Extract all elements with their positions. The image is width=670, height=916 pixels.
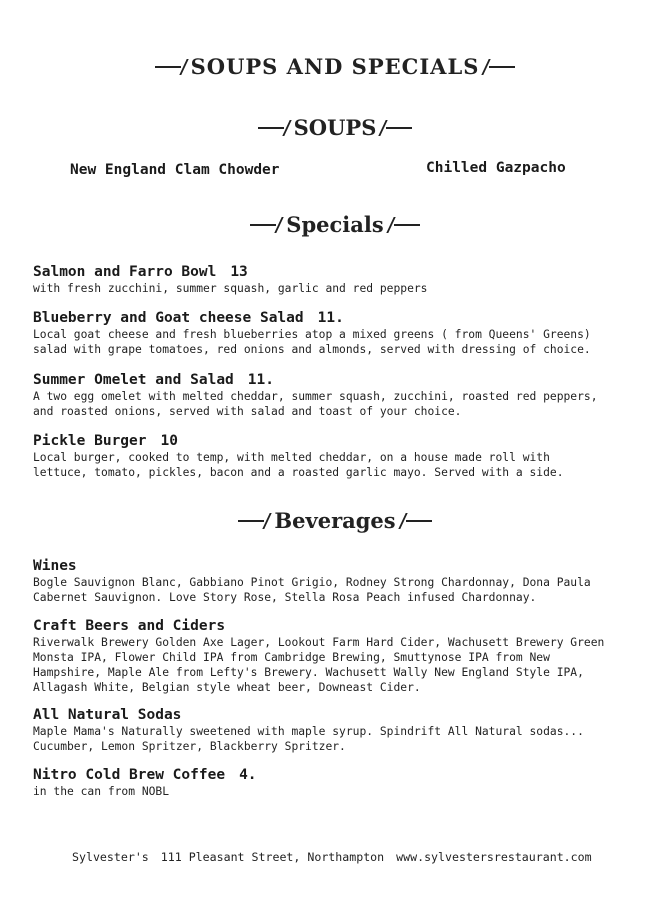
heading-dash-right — [394, 224, 420, 226]
footer-address: 111 Pleasant Street, Northampton — [160, 850, 385, 864]
beverage-name-row — [33, 766, 633, 784]
special-description: with fresh zucchini, summer squash, garlic and red peppers — [33, 282, 428, 295]
menu-title — [0, 52, 670, 79]
special-description: Local burger, cooked to temp, with melted cheddar, on a house made roll with — [33, 451, 550, 464]
special-description: Local goat cheese and fresh blueberries atop a mixed greens ( from Queens' Greens) — [33, 328, 591, 341]
beverage-name: Craft Beers and Ciders — [33, 618, 226, 634]
special-name-row — [33, 432, 633, 450]
special-name: Blueberry and Goat cheese Salad — [33, 310, 304, 326]
special-price: 13 — [230, 264, 248, 280]
special-name: Summer Omelet and Salad — [33, 372, 234, 388]
beverage-description: Riverwalk Brewery Golden Axe Lager, Lookout Farm Hard Cider, Wachusett Brewery Green — [33, 636, 605, 649]
footer-website: www.sylvestersrestaurant.com — [396, 850, 592, 864]
special-price: 11. — [247, 372, 274, 388]
beverage-name: Wines — [33, 558, 77, 574]
beverage-item — [33, 706, 633, 754]
menu-title-text: SOUPS AND SPECIALS — [190, 54, 480, 79]
special-price: 10 — [160, 433, 178, 449]
special-name: Pickle Burger — [33, 433, 147, 449]
heading-dash-right — [386, 127, 412, 129]
special-description: A two egg omelet with melted cheddar, summer squash, zucchini, roasted red peppers, — [33, 390, 598, 403]
beverage-name: All Natural Sodas — [33, 707, 182, 723]
beverages-heading-text: Beverages — [274, 508, 396, 533]
heading-dash-right — [489, 66, 515, 68]
soup-item: New England Clam Chowder — [70, 162, 280, 178]
beverage-price: 4. — [239, 767, 257, 783]
soups-heading — [0, 113, 670, 140]
special-price: 11. — [317, 310, 344, 326]
soups-heading-text: SOUPS — [293, 115, 377, 140]
special-description: lettuce, tomato, pickles, bacon and a roasted garlic mayo. Served with a side. — [33, 466, 564, 479]
beverage-description: Hampshire, Maple Ale from Lefty's Brewery. Wachusett Wally New England Style IPA, — [33, 666, 584, 679]
beverage-description: Maple Mama's Naturally sweetened with maple syrup. Spindrift All Natural sodas... — [33, 725, 584, 738]
beverage-description: Monsta IPA, Flower Child IPA from Cambridge Brewing, Smuttynose IPA from New — [33, 651, 550, 664]
beverage-description: Allagash White, Belgian style wheat beer, Downeast Cider. — [33, 681, 421, 694]
heading-dash-left — [238, 520, 264, 522]
special-name-row — [33, 309, 633, 327]
beverage-item — [33, 617, 633, 695]
heading-dash-left — [155, 66, 181, 68]
special-item — [33, 432, 633, 480]
special-description: and roasted onions, served with salad and toast of your choice. — [33, 405, 462, 418]
beverage-description: in the can from NOBL — [33, 785, 170, 798]
special-name: Salmon and Farro Bowl — [33, 264, 217, 280]
heading-dash-left — [258, 127, 284, 129]
footer — [72, 850, 604, 864]
beverage-name: Nitro Cold Brew Coffee — [33, 767, 226, 783]
beverage-item — [33, 766, 633, 799]
special-name-row — [33, 263, 633, 281]
special-item — [33, 309, 633, 357]
beverage-description: Cucumber, Lemon Spritzer, Blackberry Spritzer. — [33, 740, 346, 753]
heading-dash-left — [250, 224, 276, 226]
special-description: salad with grape tomatoes, red onions and almonds, served with dressing of choice. — [33, 343, 591, 356]
special-name-row — [33, 371, 633, 389]
beverage-description: Cabernet Sauvignon. Love Story Rose, Stella Rosa Peach infused Chardonnay. — [33, 591, 537, 604]
specials-heading — [0, 210, 670, 237]
soup-item: Chilled Gazpacho — [426, 160, 566, 176]
heading-dash-right — [406, 520, 432, 522]
specials-heading-text: Specials — [286, 212, 384, 237]
beverages-heading — [0, 506, 670, 533]
footer-restaurant-name: Sylvester's — [72, 850, 149, 864]
special-item — [33, 263, 633, 296]
special-item — [33, 371, 633, 419]
beverage-item — [33, 557, 633, 605]
beverage-description: Bogle Sauvignon Blanc, Gabbiano Pinot Grigio, Rodney Strong Chardonnay, Dona Paula — [33, 576, 591, 589]
